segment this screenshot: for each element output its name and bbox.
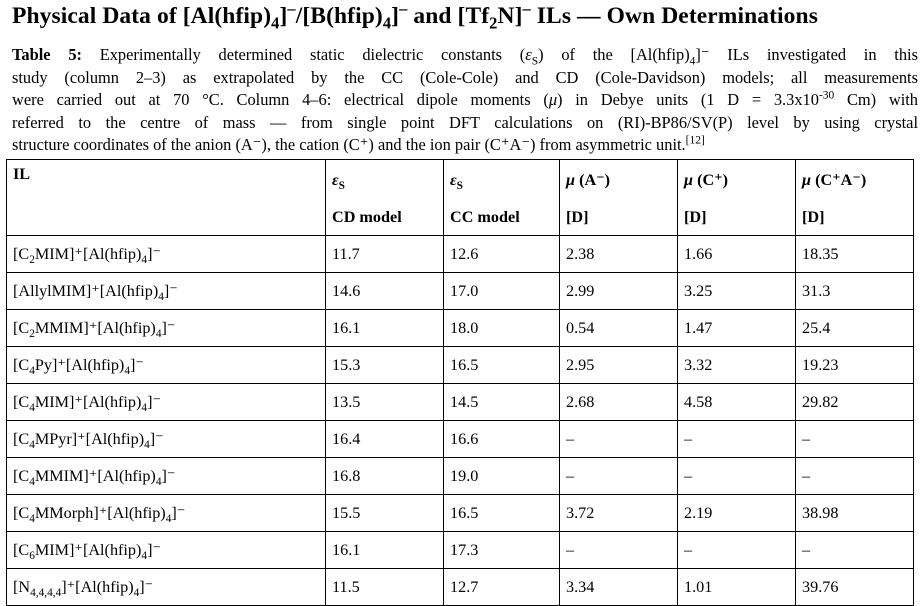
cell-mu-cation: –: [678, 458, 796, 495]
cell-eps-cd: 13.5: [326, 384, 444, 421]
table-row: [7, 458, 914, 495]
table-header-row: [7, 200, 914, 236]
cell-mu-anion: 2.68: [560, 384, 678, 421]
table-row: [7, 421, 914, 458]
caption-line: were carried out at 70 °C. Column 4–6: electrical dipole moments (μ) in Debye units (1 $D = 3.3x10^{-30}$ Cm) with: [12, 89, 919, 109]
caption-line: referred to the centre of mass — from single point DFT calculations on (RI)-BP86/SV(P) level by using crystal: [12, 112, 918, 132]
caption-line: structure coordinates of the anion (A⁻), the cation (C⁺) and the ion pair (C⁺A⁻) from asymmetric unit.[12]: [12, 134, 705, 154]
cell-eps-cc: 12.7: [444, 569, 560, 606]
cell-mu-ionpair: 29.82: [796, 384, 914, 421]
cell-il: $[C_4MMIM]^+[Al(hfip)_4]^-$: [7, 458, 326, 495]
cell-eps-cd: 15.3: [326, 347, 444, 384]
cell-eps-cc: 19.0: [444, 458, 560, 495]
header-unit: [D]: [560, 200, 678, 236]
header-cd-model: CD model: [326, 200, 444, 236]
cell-mu-cation: 1.47: [678, 310, 796, 347]
cell-mu-ionpair: –: [796, 421, 914, 458]
cell-mu-cation: 2.19: [678, 495, 796, 532]
table-row: [7, 273, 914, 310]
cell-mu-anion: 3.34: [560, 569, 678, 606]
caption-line: [12, 44, 918, 67]
header-unit: [D]: [678, 200, 796, 236]
table-row: [7, 384, 914, 421]
cell-eps-cd: 15.5: [326, 495, 444, 532]
cell-eps-cc: 14.5: [444, 384, 560, 421]
cell-mu-anion: 3.72: [560, 495, 678, 532]
cell-mu-anion: 2.99: [560, 273, 678, 310]
cell-eps-cd: 11.7: [326, 236, 444, 273]
cell-mu-ionpair: 38.98: [796, 495, 914, 532]
cell-mu-anion: 0.54: [560, 310, 678, 347]
cell-eps-cc: 12.6: [444, 236, 560, 273]
cell-mu-cation: 3.32: [678, 347, 796, 384]
table-caption: [12, 44, 918, 157]
cell-mu-cation: 1.66: [678, 236, 796, 273]
cell-mu-anion: –: [560, 421, 678, 458]
cell-mu-cation: 1.01: [678, 569, 796, 606]
cell-mu-cation: 4.58: [678, 384, 796, 421]
cell-mu-ionpair: 18.35: [796, 236, 914, 273]
caption-line: study (column 2–3) as extrapolated by the CC (Cole-Cole) and CD (Cole-Davidson) models; all measurements: [12, 67, 918, 87]
cell-mu-ionpair: 31.3: [796, 273, 914, 310]
cell-mu-ionpair: 19.23: [796, 347, 914, 384]
table-row: [7, 495, 914, 532]
header-mu-ionpair: μ (C⁺A⁻): [796, 160, 914, 201]
cell-il: $[C_4MPyr]^+[Al(hfip)_4]^-$: [7, 421, 326, 458]
table-row: [7, 532, 914, 569]
header-eps-cd: $\varepsilon_S$: [326, 160, 444, 201]
cell-il: $[C_2MMIM]^+[Al(hfip)_4]^-$: [7, 310, 326, 347]
cell-mu-ionpair: –: [796, 458, 914, 495]
cell-mu-cation: 3.25: [678, 273, 796, 310]
data-table: [6, 159, 914, 606]
cell-eps-cc: 16.6: [444, 421, 560, 458]
cell-mu-ionpair: 25.4: [796, 310, 914, 347]
cell-il: $[C_4MMorph]^+[Al(hfip)_4]^-$: [7, 495, 326, 532]
page-title: Physical Data of $[Al(hfip)_4]^-/[B(hfip)_4]^-$ and $[Tf_2N]^-$ ILs — Own Determinations: [12, 0, 818, 33]
table-row: [7, 569, 914, 606]
cell-mu-anion: 2.95: [560, 347, 678, 384]
cell-mu-ionpair: 39.76: [796, 569, 914, 606]
table-row: [7, 236, 914, 273]
cell-il: $[C_6MIM]^+[Al(hfip)_4]^-$: [7, 532, 326, 569]
cell-mu-cation: –: [678, 532, 796, 569]
cell-eps-cd: 16.4: [326, 421, 444, 458]
caption-text: Experimentally determined static dielectric constants $(\varepsilon_S)$ of the $[Al(hfip)_4]^-$ ILs investigated in this: [99, 45, 918, 68]
cell-il: $[N_{4,4,4,4}]^+[Al(hfip)_4]^-$: [7, 569, 326, 606]
cell-mu-anion: –: [560, 458, 678, 495]
header-il: IL: [7, 160, 326, 201]
cell-eps-cd: 11.5: [326, 569, 444, 606]
table-row: [7, 347, 914, 384]
header-il-sub: [7, 200, 326, 236]
header-eps-cc: $\varepsilon_S$: [444, 160, 560, 201]
cell-mu-cation: –: [678, 421, 796, 458]
header-unit: [D]: [796, 200, 914, 236]
cell-eps-cc: 17.0: [444, 273, 560, 310]
table-row: [7, 310, 914, 347]
cell-il: $[C_4Py]^+[Al(hfip)_4]^-$: [7, 347, 326, 384]
cell-eps-cd: 16.8: [326, 458, 444, 495]
table-header-row: [7, 160, 914, 201]
cell-eps-cc: 16.5: [444, 495, 560, 532]
cell-eps-cc: 16.5: [444, 347, 560, 384]
cell-mu-anion: 2.38: [560, 236, 678, 273]
cell-il: $[AllylMIM]^+[Al(hfip)_4]^-$: [7, 273, 326, 310]
header-cc-model: CC model: [444, 200, 560, 236]
cell-eps-cc: 17.3: [444, 532, 560, 569]
cell-il: $[C_2MIM]^+[Al(hfip)_4]^-$: [7, 236, 326, 273]
caption-label: Table 5:: [12, 45, 82, 64]
cell-il: $[C_4MIM]^+[Al(hfip)_4]^-$: [7, 384, 326, 421]
cell-eps-cd: 14.6: [326, 273, 444, 310]
cell-eps-cd: 16.1: [326, 532, 444, 569]
header-mu-cation: μ (C⁺): [678, 160, 796, 201]
cell-eps-cc: 18.0: [444, 310, 560, 347]
cell-mu-anion: –: [560, 532, 678, 569]
header-mu-anion: μ (A⁻): [560, 160, 678, 201]
cell-mu-ionpair: –: [796, 532, 914, 569]
cell-eps-cd: 16.1: [326, 310, 444, 347]
